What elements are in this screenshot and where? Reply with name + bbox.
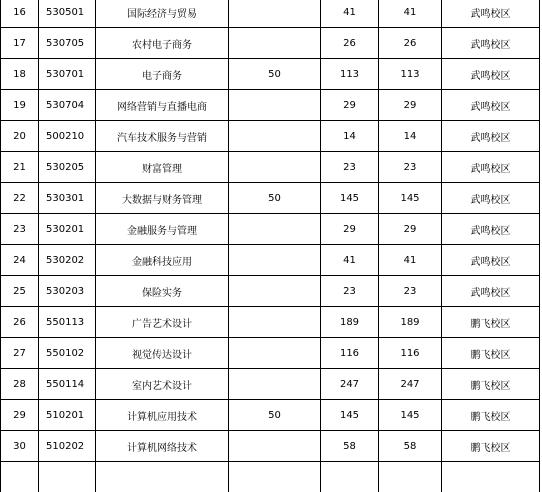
campus-name-cell: 武鸣校区 xyxy=(442,245,540,276)
total-count-cell: 41 xyxy=(379,245,442,276)
table-row xyxy=(1,0,540,28)
major-code-cell: 530705 xyxy=(39,28,96,59)
table-row xyxy=(1,276,540,307)
row-number-cell: 22 xyxy=(1,183,39,214)
table-row xyxy=(1,183,540,214)
table-row xyxy=(1,214,540,245)
campus-name-cell: 武鸣校区 xyxy=(442,214,540,245)
major-name-cell: 广告艺术设计 xyxy=(96,307,229,338)
table-row xyxy=(1,400,540,431)
plan-count-cell xyxy=(229,121,321,152)
major-code-cell: 530501 xyxy=(39,0,96,28)
campus-name-cell: 武鸣校区 xyxy=(442,90,540,121)
major-name-cell: 金融科技应用 xyxy=(96,245,229,276)
plan-count-cell xyxy=(229,369,321,400)
table-row xyxy=(1,90,540,121)
plan-count-cell xyxy=(229,431,321,462)
plan-count-cell xyxy=(229,307,321,338)
total-count-cell: 29 xyxy=(379,90,442,121)
plan-count-cell: 50 xyxy=(229,400,321,431)
major-name-cell: 网络营销与直播电商 xyxy=(96,90,229,121)
major-name-cell: 大数据与财务管理 xyxy=(96,183,229,214)
total-count-cell: 23 xyxy=(379,276,442,307)
major-name-cell: 汽车技术服务与营销 xyxy=(96,121,229,152)
major-code-cell: 550113 xyxy=(39,307,96,338)
plan-count-cell xyxy=(229,90,321,121)
plan-count-cell xyxy=(229,245,321,276)
row-number-cell: 29 xyxy=(1,400,39,431)
total-count-cell: 116 xyxy=(379,338,442,369)
total-count-cell: 14 xyxy=(379,121,442,152)
row-number-cell: 24 xyxy=(1,245,39,276)
campus-name-cell: 鹏飞校区 xyxy=(442,431,540,462)
campus-name-cell: 武鸣校区 xyxy=(442,59,540,90)
enrolled-count-cell: 41 xyxy=(321,0,379,28)
row-number-cell: 18 xyxy=(1,59,39,90)
table-row xyxy=(1,338,540,369)
enrolled-count-cell: 26 xyxy=(321,28,379,59)
plan-count-cell: 50 xyxy=(229,183,321,214)
total-count-cell: 145 xyxy=(379,183,442,214)
total-count-cell: 113 xyxy=(379,59,442,90)
table-row xyxy=(1,121,540,152)
row-number-cell: 25 xyxy=(1,276,39,307)
major-code-cell: 530201 xyxy=(39,214,96,245)
total-count-cell: 26 xyxy=(379,28,442,59)
enrolled-count-cell: 145 xyxy=(321,183,379,214)
enrolled-count-cell: 113 xyxy=(321,59,379,90)
major-name-cell: 室内艺术设计 xyxy=(96,369,229,400)
table-row xyxy=(1,152,540,183)
plan-count-cell xyxy=(229,152,321,183)
major-name-cell: 计算机应用技术 xyxy=(96,400,229,431)
enrolled-count-cell: 14 xyxy=(321,121,379,152)
table-row xyxy=(1,59,540,90)
major-name-cell: 电子商务 xyxy=(96,59,229,90)
major-code-cell: 530205 xyxy=(39,152,96,183)
plan-count-cell xyxy=(229,0,321,28)
campus-name-cell: 武鸣校区 xyxy=(442,28,540,59)
plan-count-cell xyxy=(229,276,321,307)
campus-name-cell: 武鸣校区 xyxy=(442,276,540,307)
table-row xyxy=(1,369,540,400)
total-count-cell: 23 xyxy=(379,152,442,183)
row-number-cell: 20 xyxy=(1,121,39,152)
major-code-cell: 530203 xyxy=(39,276,96,307)
table-row xyxy=(1,431,540,462)
enrolled-count-cell: 58 xyxy=(321,431,379,462)
enrolled-count-cell: 145 xyxy=(321,400,379,431)
table-row xyxy=(1,28,540,59)
major-code-cell: 500210 xyxy=(39,121,96,152)
total-count-cell: 145 xyxy=(379,400,442,431)
total-count-cell: 247 xyxy=(379,369,442,400)
major-name-cell: 农村电子商务 xyxy=(96,28,229,59)
table-row xyxy=(1,245,540,276)
row-number-cell: 17 xyxy=(1,28,39,59)
row-number-cell: 23 xyxy=(1,214,39,245)
enrolled-count-cell: 41 xyxy=(321,245,379,276)
major-code-cell: 550114 xyxy=(39,369,96,400)
campus-name-cell: 武鸣校区 xyxy=(442,152,540,183)
campus-name-cell: 鹏飞校区 xyxy=(442,400,540,431)
major-name-cell: 保险实务 xyxy=(96,276,229,307)
total-count-cell: 29 xyxy=(379,214,442,245)
major-name-cell: 国际经济与贸易 xyxy=(96,0,229,28)
enrolled-count-cell: 29 xyxy=(321,214,379,245)
row-number-cell: 26 xyxy=(1,307,39,338)
row-number-cell: 30 xyxy=(1,431,39,462)
enrolled-count-cell: 29 xyxy=(321,90,379,121)
row-number-cell: 19 xyxy=(1,90,39,121)
plan-count-cell: 50 xyxy=(229,59,321,90)
campus-name-cell: 武鸣校区 xyxy=(442,121,540,152)
campus-name-cell: 鹏飞校区 xyxy=(442,338,540,369)
major-name-cell: 计算机网络技术 xyxy=(96,431,229,462)
enrolled-count-cell: 189 xyxy=(321,307,379,338)
campus-name-cell: 鹏飞校区 xyxy=(442,307,540,338)
major-name-cell: 财富管理 xyxy=(96,152,229,183)
total-count-cell: 189 xyxy=(379,307,442,338)
campus-name-cell: 武鸣校区 xyxy=(442,0,540,28)
major-name-cell: 金融服务与管理 xyxy=(96,214,229,245)
major-code-cell: 510202 xyxy=(39,431,96,462)
major-code-cell: 530301 xyxy=(39,183,96,214)
row-number-cell: 21 xyxy=(1,152,39,183)
plan-count-cell xyxy=(229,214,321,245)
campus-name-cell: 鹏飞校区 xyxy=(442,369,540,400)
table-row xyxy=(1,307,540,338)
major-code-cell: 510201 xyxy=(39,400,96,431)
major-code-cell: 530701 xyxy=(39,59,96,90)
row-number-cell: 28 xyxy=(1,369,39,400)
major-name-cell: 视觉传达设计 xyxy=(96,338,229,369)
plan-count-cell xyxy=(229,28,321,59)
campus-name-cell: 武鸣校区 xyxy=(442,183,540,214)
major-code-cell: 550102 xyxy=(39,338,96,369)
enrolled-count-cell: 23 xyxy=(321,276,379,307)
plan-count-cell xyxy=(229,338,321,369)
enrolled-count-cell: 247 xyxy=(321,369,379,400)
total-count-cell: 41 xyxy=(379,0,442,28)
row-number-cell: 16 xyxy=(1,0,39,28)
enrolled-count-cell: 23 xyxy=(321,152,379,183)
row-number-cell: 27 xyxy=(1,338,39,369)
enrolled-count-cell: 116 xyxy=(321,338,379,369)
total-count-cell: 58 xyxy=(379,431,442,462)
major-code-cell: 530704 xyxy=(39,90,96,121)
major-code-cell: 530202 xyxy=(39,245,96,276)
